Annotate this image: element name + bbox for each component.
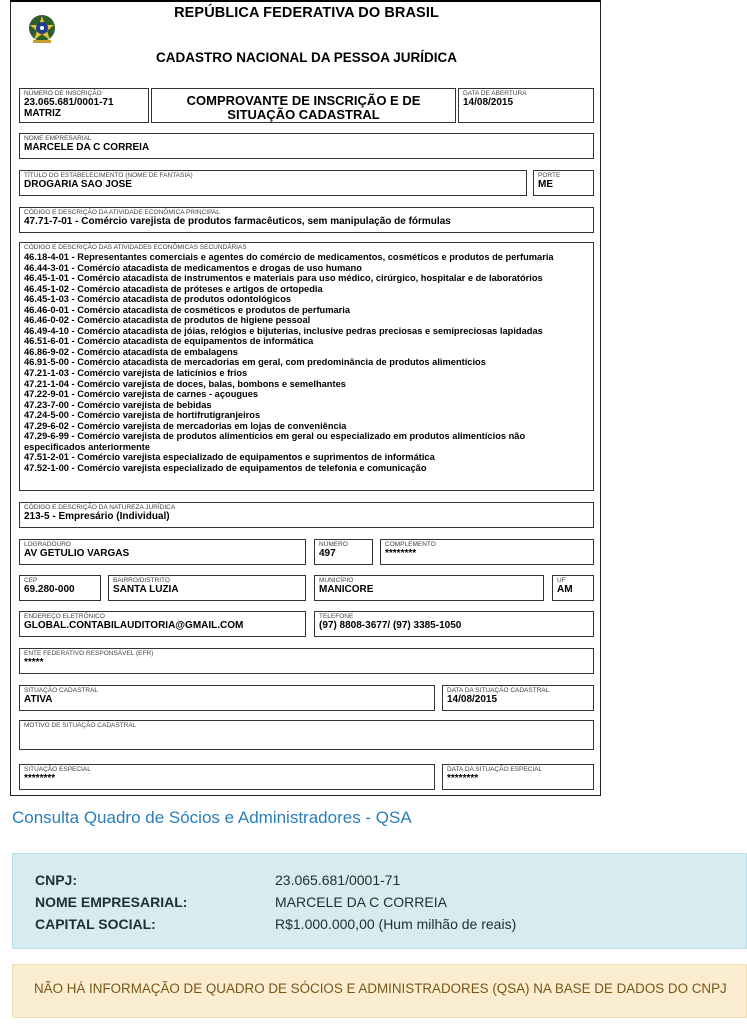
field-label: SITUAÇÃO CADASTRAL <box>24 687 99 694</box>
qsa-heading-link[interactable]: Consulta Quadro de Sócios e Administradores - QSA <box>12 808 412 827</box>
efr-field <box>19 648 594 674</box>
field-value: ******** <box>385 548 417 559</box>
list-item: 47.22-9-01 - Comércio varejista de carnes - açougues <box>24 389 259 400</box>
situacao-cadastral-field <box>19 685 435 711</box>
list-item: 46.44-3-01 - Comércio atacadista de medicamentos e drogas de uso humano <box>24 262 362 273</box>
field-value: AM <box>557 584 573 595</box>
field-label: TELEFONE <box>319 613 354 620</box>
list-item: 47.21-1-03 - Comércio varejista de laticínios e frios <box>24 368 248 379</box>
capital-label: CAPITAL SOCIAL: <box>35 916 156 932</box>
data-situacao-especial-field <box>442 764 594 790</box>
logradouro-field <box>19 539 306 565</box>
data-situacao-field <box>442 685 594 711</box>
field-value: MARCELE DA C CORREIA <box>24 142 150 153</box>
field-value: MANICORE <box>319 584 374 595</box>
cnpj-number: 23.065.681/0001-71 <box>24 97 114 108</box>
numero-field <box>314 539 373 565</box>
field-label: SITUAÇÃO ESPECIAL <box>24 766 91 773</box>
field-value: ATIVA <box>24 694 53 705</box>
telefone-field <box>314 611 594 637</box>
field-value: ***** <box>24 657 44 668</box>
company-info-panel <box>12 853 747 949</box>
complemento-field <box>380 539 594 565</box>
inscricao-field <box>19 88 149 123</box>
list-item: 46.45-1-03 - Comércio atacadista de produtos odontológicos <box>24 294 292 305</box>
field-label: DATA DA SITUAÇÃO CADASTRAL <box>447 687 550 694</box>
field-value: DROGARIA SAO JOSE <box>24 179 132 190</box>
document-title: COMPROVANTE DE INSCRIÇÃO E DE SITUAÇÃO CADASTRAL <box>151 88 456 123</box>
registry-heading: CADASTRO NACIONAL DA PESSOA JURÍDICA <box>155 50 458 65</box>
list-item: 46.49-4-10 - Comércio atacadista de jóias, relógios e bijuterias, inclusive pedras preciosas e semipreciosas lapidadas <box>24 325 543 336</box>
list-item: 46.51-6-01 - Comércio atacadista de equipamentos de informática <box>24 336 314 347</box>
list-item: 47.52-1-00 - Comércio varejista especializado de equipamentos de telefonia e comunicação <box>24 462 427 473</box>
establishment-type: MATRIZ <box>24 108 62 119</box>
atividade-principal-field <box>19 207 594 233</box>
field-value: AV GETULIO VARGAS <box>24 548 130 559</box>
field-label: CÓDIGO E DESCRIÇÃO DA NATUREZA JURÍDICA <box>24 504 176 511</box>
atividades-secundarias-field <box>19 242 594 491</box>
field-label: LOGRADOURO <box>24 541 71 548</box>
list-item: 47.24-5-00 - Comércio varejista de hortifrutigranjeiros <box>24 410 261 421</box>
list-item: 47.29-6-99 - Comércio varejista de produtos alimentícios em geral ou especializado em produtos alimentícios não especificados anteriormente <box>24 431 526 452</box>
cnpj-value: 23.065.681/0001-71 <box>275 872 401 888</box>
field-value: GLOBAL.CONTABILAUDITORIA@GMAIL.COM <box>24 620 244 631</box>
field-value: (97) 8808-3677/ (97) 3385-1050 <box>319 620 462 631</box>
field-value: 69.280-000 <box>24 584 75 595</box>
list-item: 46.18-4-01 - Representantes comerciais e agentes do comércio de medicamentos, cosméticos e produtos de perfumaria <box>24 252 554 262</box>
list-item: 47.29-6-02 - Comércio varejista de mercadorias em lojas de conveniência <box>24 420 347 431</box>
field-label: MOTIVO DE SITUAÇÃO CADASTRAL <box>24 722 137 729</box>
field-value: ME <box>538 179 553 190</box>
field-label: NÚMERO DE INSCRIÇÃO <box>24 90 102 97</box>
situacao-especial-field <box>19 764 435 790</box>
field-label: CÓDIGO E DESCRIÇÃO DAS ATIVIDADES ECONÔMICAS SECUNDÁRIAS <box>24 244 247 251</box>
list-item: 46.45-1-02 - Comércio atacadista de próteses e artigos de ortopedia <box>24 283 323 294</box>
secondary-activities-list <box>24 252 589 473</box>
nome-label: NOME EMPRESARIAL: <box>35 894 188 910</box>
motivo-situacao-field <box>19 720 594 750</box>
field-value: SANTA LUZIA <box>113 584 179 595</box>
porte-field <box>533 170 594 196</box>
field-label: BAIRRO/DISTRITO <box>113 577 170 584</box>
email-field <box>19 611 306 637</box>
nome-empresarial-field <box>19 133 594 159</box>
field-value: ******** <box>447 773 479 784</box>
cnpj-label: CNPJ: <box>35 872 78 888</box>
nome-fantasia-field <box>19 170 527 196</box>
uf-field <box>552 575 594 601</box>
list-item: 47.23-7-00 - Comércio varejista de bebidas <box>24 399 212 410</box>
field-label: UF <box>557 577 566 584</box>
qsa-warning-alert: NÃO HÁ INFORMAÇÃO DE QUADRO DE SÓCIOS E ADMINISTRADORES (QSA) NA BASE DE DADOS DO CNPJ <box>12 964 747 1018</box>
field-value: 213-5 - Empresário (Individual) <box>24 511 170 522</box>
field-label: DATA DE ABERTURA <box>463 90 527 97</box>
field-label: ENDEREÇO ELETRÔNICO <box>24 613 105 620</box>
field-value: 14/08/2015 <box>463 97 514 108</box>
list-item: 47.21-1-04 - Comércio varejista de doces, balas, bombons e semelhantes <box>24 378 346 389</box>
list-item: 46.46-0-01 - Comércio atacadista de cosméticos e produtos de perfumaria <box>24 304 351 315</box>
field-label: COMPLEMENTO <box>385 541 436 548</box>
field-value: 47.71-7-01 - Comércio varejista de produtos farmacêuticos, sem manipulação de fórmulas <box>24 216 451 227</box>
field-label: NÚMERO <box>319 541 348 548</box>
natureza-juridica-field <box>19 502 594 528</box>
field-label: TÍTULO DO ESTABELECIMENTO (NOME DE FANTASIA) <box>24 172 193 179</box>
field-label: MUNICÍPIO <box>319 577 354 584</box>
abertura-field <box>458 88 594 123</box>
field-label: NOME EMPRESARIAL <box>24 135 92 142</box>
cep-field <box>19 575 101 601</box>
list-item: 46.91-5-00 - Comércio atacadista de mercadorias em geral, com predominância de produtos alimentícios <box>24 357 486 368</box>
field-label: ENTE FEDERATIVO RESPONSÁVEL (EFR) <box>24 650 154 657</box>
list-item: 46.45-1-01 - Comércio atacadista de instrumentos e materiais para uso médico, cirúrgico, hospitalar e de laboratórios <box>24 273 543 284</box>
country-heading: REPÚBLICA FEDERATIVA DO BRASIL <box>174 5 439 21</box>
field-label: CEP <box>24 577 38 584</box>
list-item: 47.51-2-01 - Comércio varejista especializado de equipamentos e suprimentos de informática <box>24 452 435 463</box>
capital-value: R$1.000.000,00 (Hum milhão de reais) <box>275 916 517 932</box>
field-value: 14/08/2015 <box>447 694 498 705</box>
field-label: PORTE <box>538 172 561 179</box>
nome-value: MARCELE DA C CORREIA <box>275 894 447 910</box>
field-label: DATA DA SITUAÇÃO ESPECIAL <box>447 766 543 773</box>
list-item: 46.46-0-02 - Comércio atacadista de produtos de higiene pessoal <box>24 315 311 326</box>
field-value: ******** <box>24 773 56 784</box>
field-value: 497 <box>319 548 336 559</box>
list-item: 46.86-9-02 - Comércio atacadista de embalagens <box>24 346 238 357</box>
field-label: CÓDIGO E DESCRIÇÃO DA ATIVIDADE ECONÔMICA PRINCIPAL <box>24 209 220 216</box>
cnpj-certificate <box>10 0 601 796</box>
bairro-field <box>108 575 306 601</box>
municipio-field <box>314 575 544 601</box>
